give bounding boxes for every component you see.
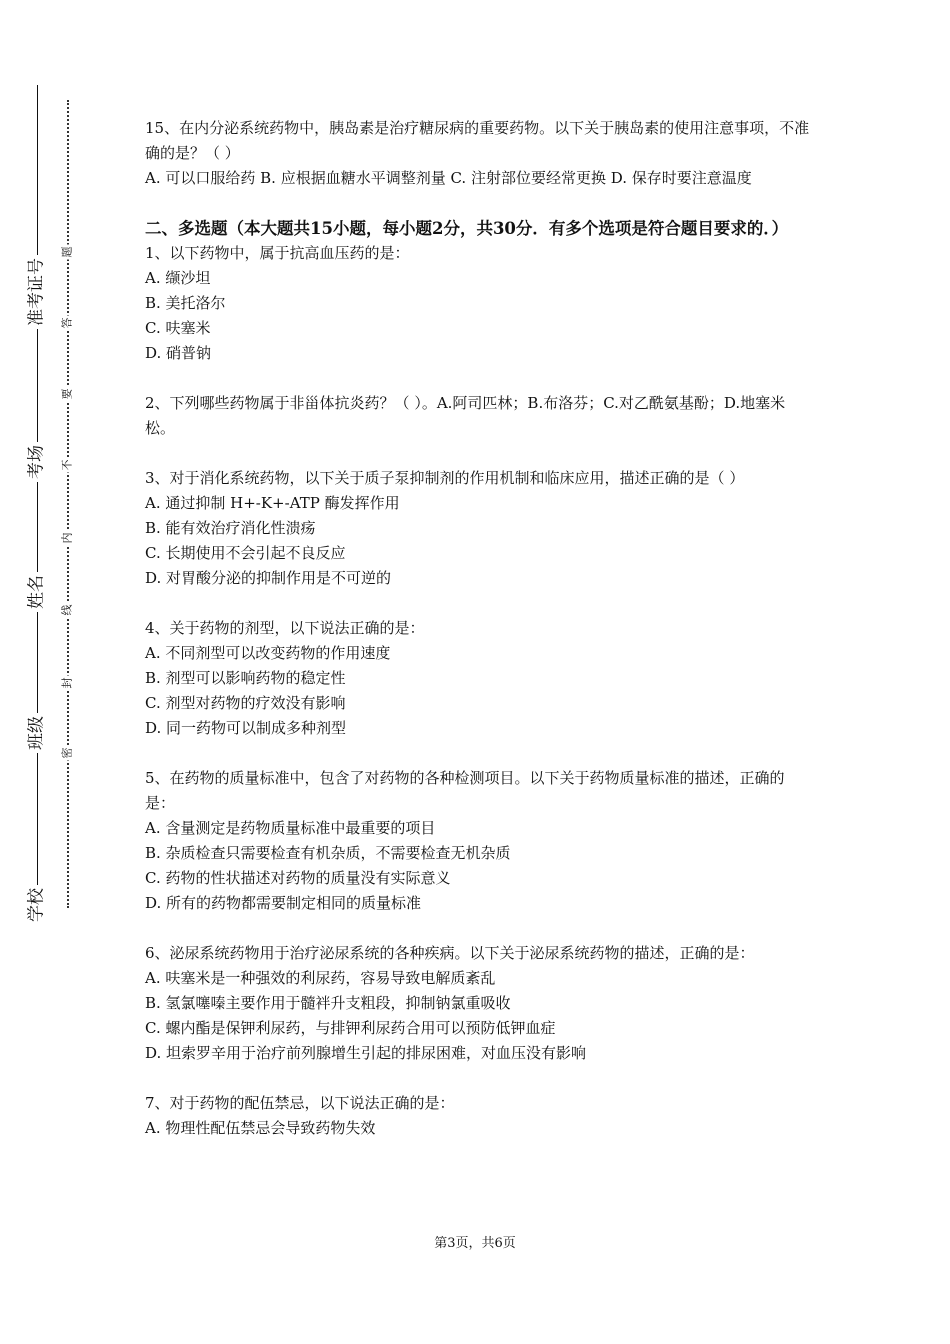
- class-label: 班级: [29, 713, 46, 753]
- question-stem: 4、关于药物的剂型，以下说法正确的是：: [145, 619, 425, 637]
- option-d: D. 同一药物可以制成多种剂型: [145, 719, 347, 737]
- question-5: [145, 766, 813, 916]
- page-footer: 第3页，共6页: [434, 1236, 516, 1251]
- option-b: B. 杂质检查只需要检查有机杂质，不需要检查无机杂质: [145, 844, 511, 862]
- seal-char: 封: [60, 677, 74, 689]
- question-stem: 1、以下药物中，属于抗高血压药的是：: [145, 244, 410, 262]
- option-b: B. 氢氯噻嗪主要作用于髓袢升支粗段，抑制钠氯重吸收: [145, 994, 511, 1012]
- question-stem: 7、对于药物的配伍禁忌，以下说法正确的是：: [145, 1094, 455, 1112]
- question-stem: 3、对于消化系统药物，以下关于质子泵抑制剂的作用机制和临床应用，描述正确的是（ ）: [145, 469, 745, 487]
- question-stem: 5、在药物的质量标准中，包含了对药物的各种检测项目。以下关于药物质量标准的描述，正确的是：: [145, 769, 785, 812]
- school-label: 学校: [29, 885, 46, 925]
- seal-char: 要: [60, 388, 74, 400]
- seal-char: 内: [60, 532, 74, 544]
- question-3: [145, 466, 813, 591]
- option-d: D. 所有的药物都需要制定相同的质量标准: [145, 894, 422, 912]
- option-c: C. 螺内酯是保钾利尿药，与排钾利尿药合用可以预防低钾血症: [145, 1019, 556, 1037]
- option-a: A. 通过抑制 H+-K+-ATP 酶发挥作用: [145, 494, 400, 512]
- section-2-header: [145, 216, 813, 241]
- option-c: C. 剂型对药物的疗效没有影响: [145, 694, 346, 712]
- question-6: [145, 941, 813, 1066]
- seal-char: 密: [60, 747, 74, 759]
- seal-char: 题: [60, 246, 74, 258]
- option-b: B. 能有效治疗消化性溃疡: [145, 519, 316, 537]
- exam-number-label: 准考证号: [29, 255, 46, 329]
- option-c: C. 呋塞米: [145, 319, 211, 337]
- option-d: D. 对胃酸分泌的抑制作用是不可逆的: [145, 569, 392, 587]
- question-1: [145, 241, 813, 366]
- seal-dotted-line: [67, 100, 69, 908]
- question-2: [145, 391, 813, 441]
- question-stem: 15、在内分泌系统药物中，胰岛素是治疗糖尿病的重要药物。以下关于胰岛素的使用注意事项，不准确的是？（ ）: [145, 119, 810, 162]
- option-d: D. 坦索罗辛用于治疗前列腺增生引起的排尿困难，对血压没有影响: [145, 1044, 587, 1062]
- question-stem: 6、泌尿系统药物用于治疗泌尿系统的各种疾病。以下关于泌尿系统药物的描述，正确的是：: [145, 944, 755, 962]
- question-4: [145, 616, 813, 741]
- seal-char: 答: [60, 317, 74, 329]
- option-a: A. 呋塞米是一种强效的利尿药，容易导致电解质紊乱: [145, 969, 496, 987]
- option-c: C. 长期使用不会引起不良反应: [145, 544, 346, 562]
- option-d: D. 硝普钠: [145, 344, 212, 362]
- option-a: A. 缬沙坦: [145, 269, 211, 287]
- binding-line: [37, 85, 38, 925]
- option-a: A. 含量测定是药物质量标准中最重要的项目: [145, 819, 436, 837]
- option-b: B. 剂型可以影响药物的稳定性: [145, 669, 346, 687]
- question-7: [145, 1091, 813, 1141]
- exam-content: [145, 116, 813, 1141]
- seal-char: 不: [60, 459, 74, 471]
- exam-room-label: 考场: [29, 442, 46, 482]
- option-a: A. 不同剂型可以改变药物的作用速度: [145, 644, 391, 662]
- section-title: 二、多选题（本大题共15小题，每小题2分，共30分．有多个选项是符合题目要求的．）: [145, 219, 789, 238]
- question-stem: 2、下列哪些药物属于非甾体抗炎药？（ ）。A.阿司匹林；B.布洛芬；C.对乙酰氨基酚；D.地塞米松。: [145, 394, 786, 437]
- question-options: A. 可以口服给药 B. 应根据血糖水平调整剂量 C. 注射部位要经常更换 D. 保存时要注意温度: [145, 169, 752, 187]
- option-c: C. 药物的性状描述对药物的质量没有实际意义: [145, 869, 451, 887]
- option-a: A. 物理性配伍禁忌会导致药物失效: [145, 1119, 376, 1137]
- name-label: 姓名: [29, 572, 46, 612]
- question-15: [145, 116, 813, 191]
- option-b: B. 美托洛尔: [145, 294, 226, 312]
- seal-char: 线: [60, 604, 74, 616]
